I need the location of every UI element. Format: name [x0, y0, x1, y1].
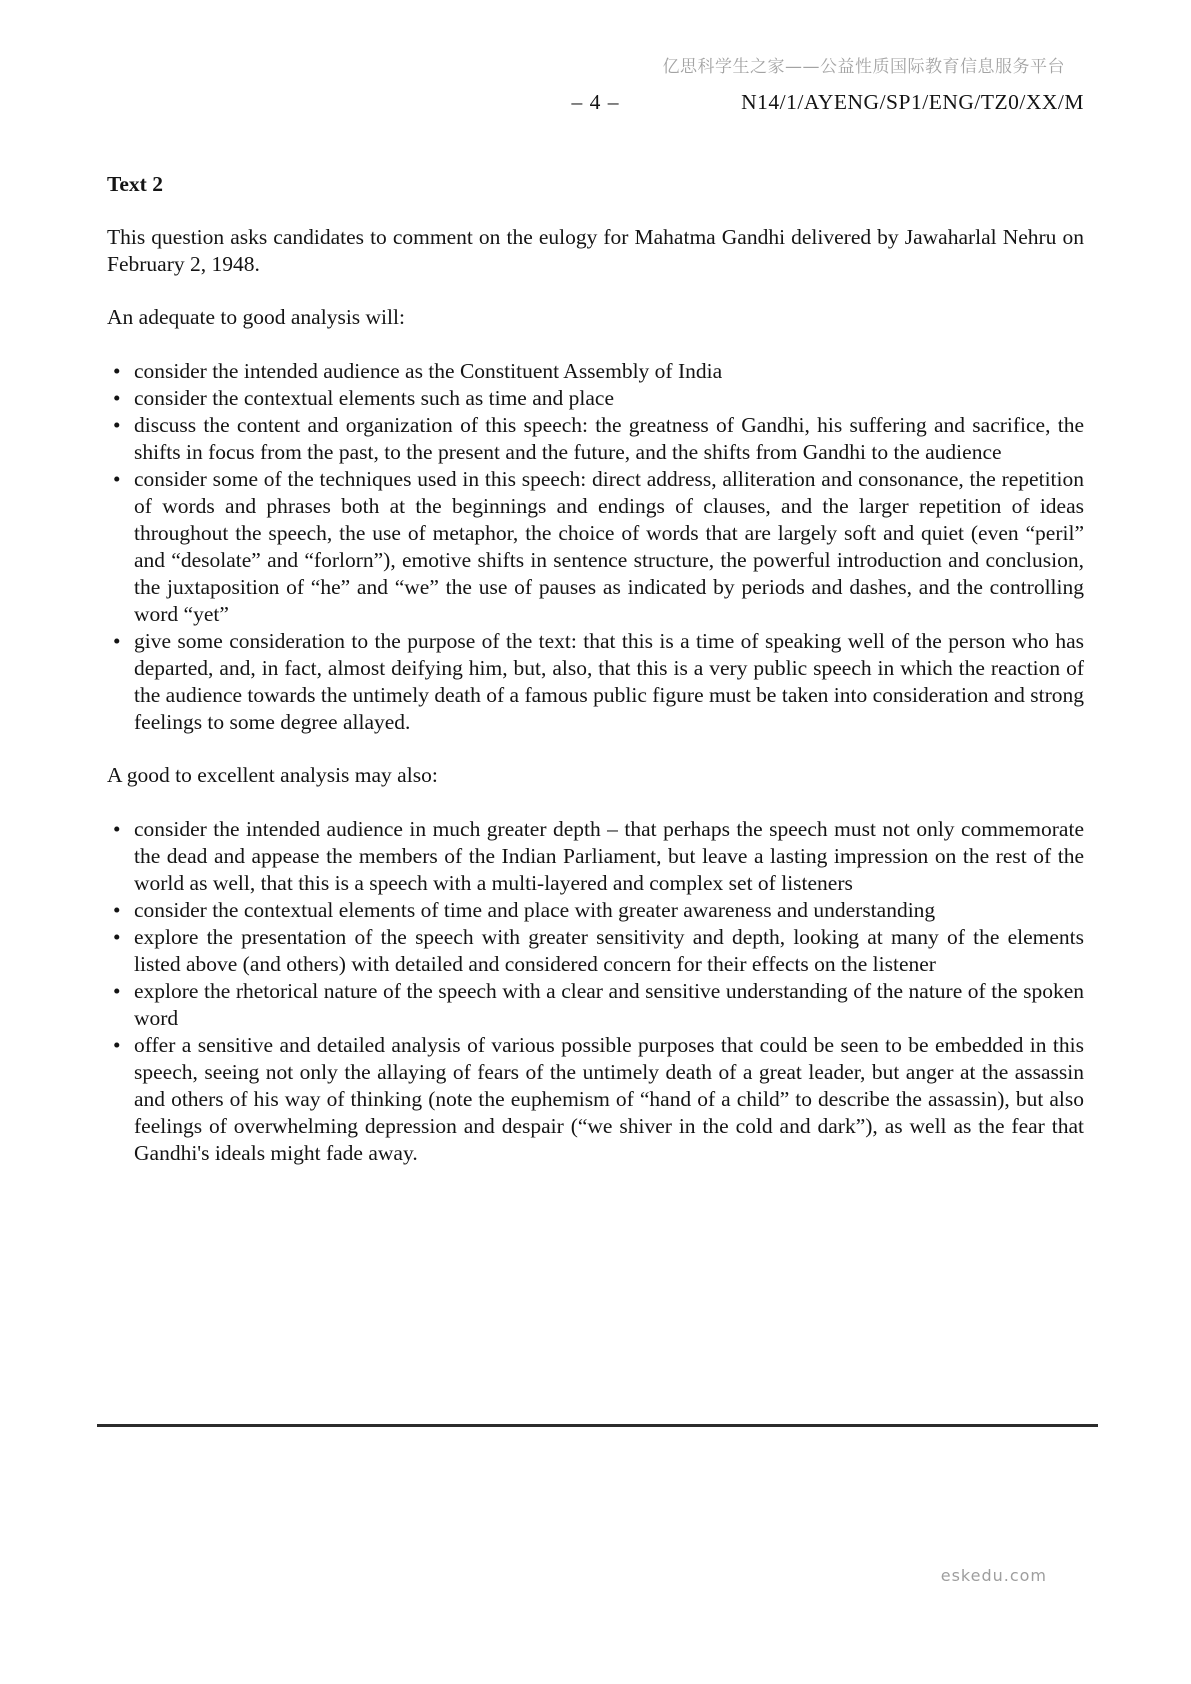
excellent-analysis-heading: A good to excellent analysis may also:: [107, 763, 438, 787]
list-item: • offer a sensitive and detailed analysis of various possible purposes that could be seen to be embedded in this speech, seeing not only the allaying of fears of the untimely death of a great leader, but anger at the assassin and others of his way of thinking (note the euphemism of “hand of a child” to describe the assassin), but also feelings of overwhelming depression and despair (“we shiver in the cold and dark”), as well as the fear that Gandhi's ideals might fade away.: [107, 1032, 1084, 1167]
excellent-analysis-list: [107, 816, 1084, 1167]
list-item: • discuss the content and organization of this speech: the greatness of Gandhi, his suffering and sacrifice, the shifts in focus from the past, to the present and the future, and the shifts from Gandhi to the audience: [107, 412, 1084, 466]
section-title: Text 2: [107, 172, 163, 196]
list-item: • consider the contextual elements such as time and place: [107, 385, 1084, 412]
page-header: [107, 90, 1084, 118]
footer-rule: [97, 1424, 1098, 1427]
list-item: • give some consideration to the purpose of the text: that this is a time of speaking well of the person who has departed, and, in fact, almost deifying him, but, also, that this is a very public speech in which the reaction of the audience towards the untimely death of a famous public figure must be taken into consideration and strong feelings to some degree allayed.: [107, 628, 1084, 736]
chinese-watermark-text: 亿思科学生之家——公益性质国际教育信息服务平台: [662, 57, 1065, 77]
document-body: [107, 171, 1084, 1167]
list-item: • explore the presentation of the speech with greater sensitivity and depth, looking at many of the elements listed above (and others) with detailed and considered concern for their effects on the listener: [107, 924, 1084, 978]
page-number: – 4 –: [571, 90, 620, 114]
list-item: • explore the rhetorical nature of the speech with a clear and sensitive understanding of the nature of the spoken word: [107, 978, 1084, 1032]
list-item: • consider some of the techniques used in this speech: direct address, alliteration and consonance, the repetition of words and phrases both at the beginnings and endings of clauses, and the larger repetition of ideas throughout the speech, the use of metaphor, the choice of words that are largely soft and quiet (even “peril” and “desolate” and “forlorn”), emotive shifts in sentence structure, the powerful introduction and conclusion, the juxtaposition of “he” and “we” the use of pauses as indicated by periods and dashes, and the controlling word “yet”: [107, 466, 1084, 628]
intro-paragraph: This question asks candidates to comment on the eulogy for Mahatma Gandhi delivered by Jawaharlal Nehru on February 2, 1948.: [107, 225, 1084, 276]
adequate-analysis-heading: An adequate to good analysis will:: [107, 305, 405, 329]
site-watermark: eskedu.com: [940, 1566, 1047, 1585]
paper-code: N14/1/AYENG/SP1/ENG/TZ0/XX/M: [741, 90, 1084, 114]
list-item: • consider the contextual elements of time and place with greater awareness and understanding: [107, 897, 1084, 924]
list-item: • consider the intended audience in much greater depth – that perhaps the speech must not only commemorate the dead and appease the members of the Indian Parliament, but leave a lasting impression on the rest of the world as well, that this is a speech with a multi-layered and complex set of listeners: [107, 816, 1084, 897]
list-item: • consider the intended audience as the Constituent Assembly of India: [107, 358, 1084, 385]
adequate-analysis-list: [107, 358, 1084, 736]
